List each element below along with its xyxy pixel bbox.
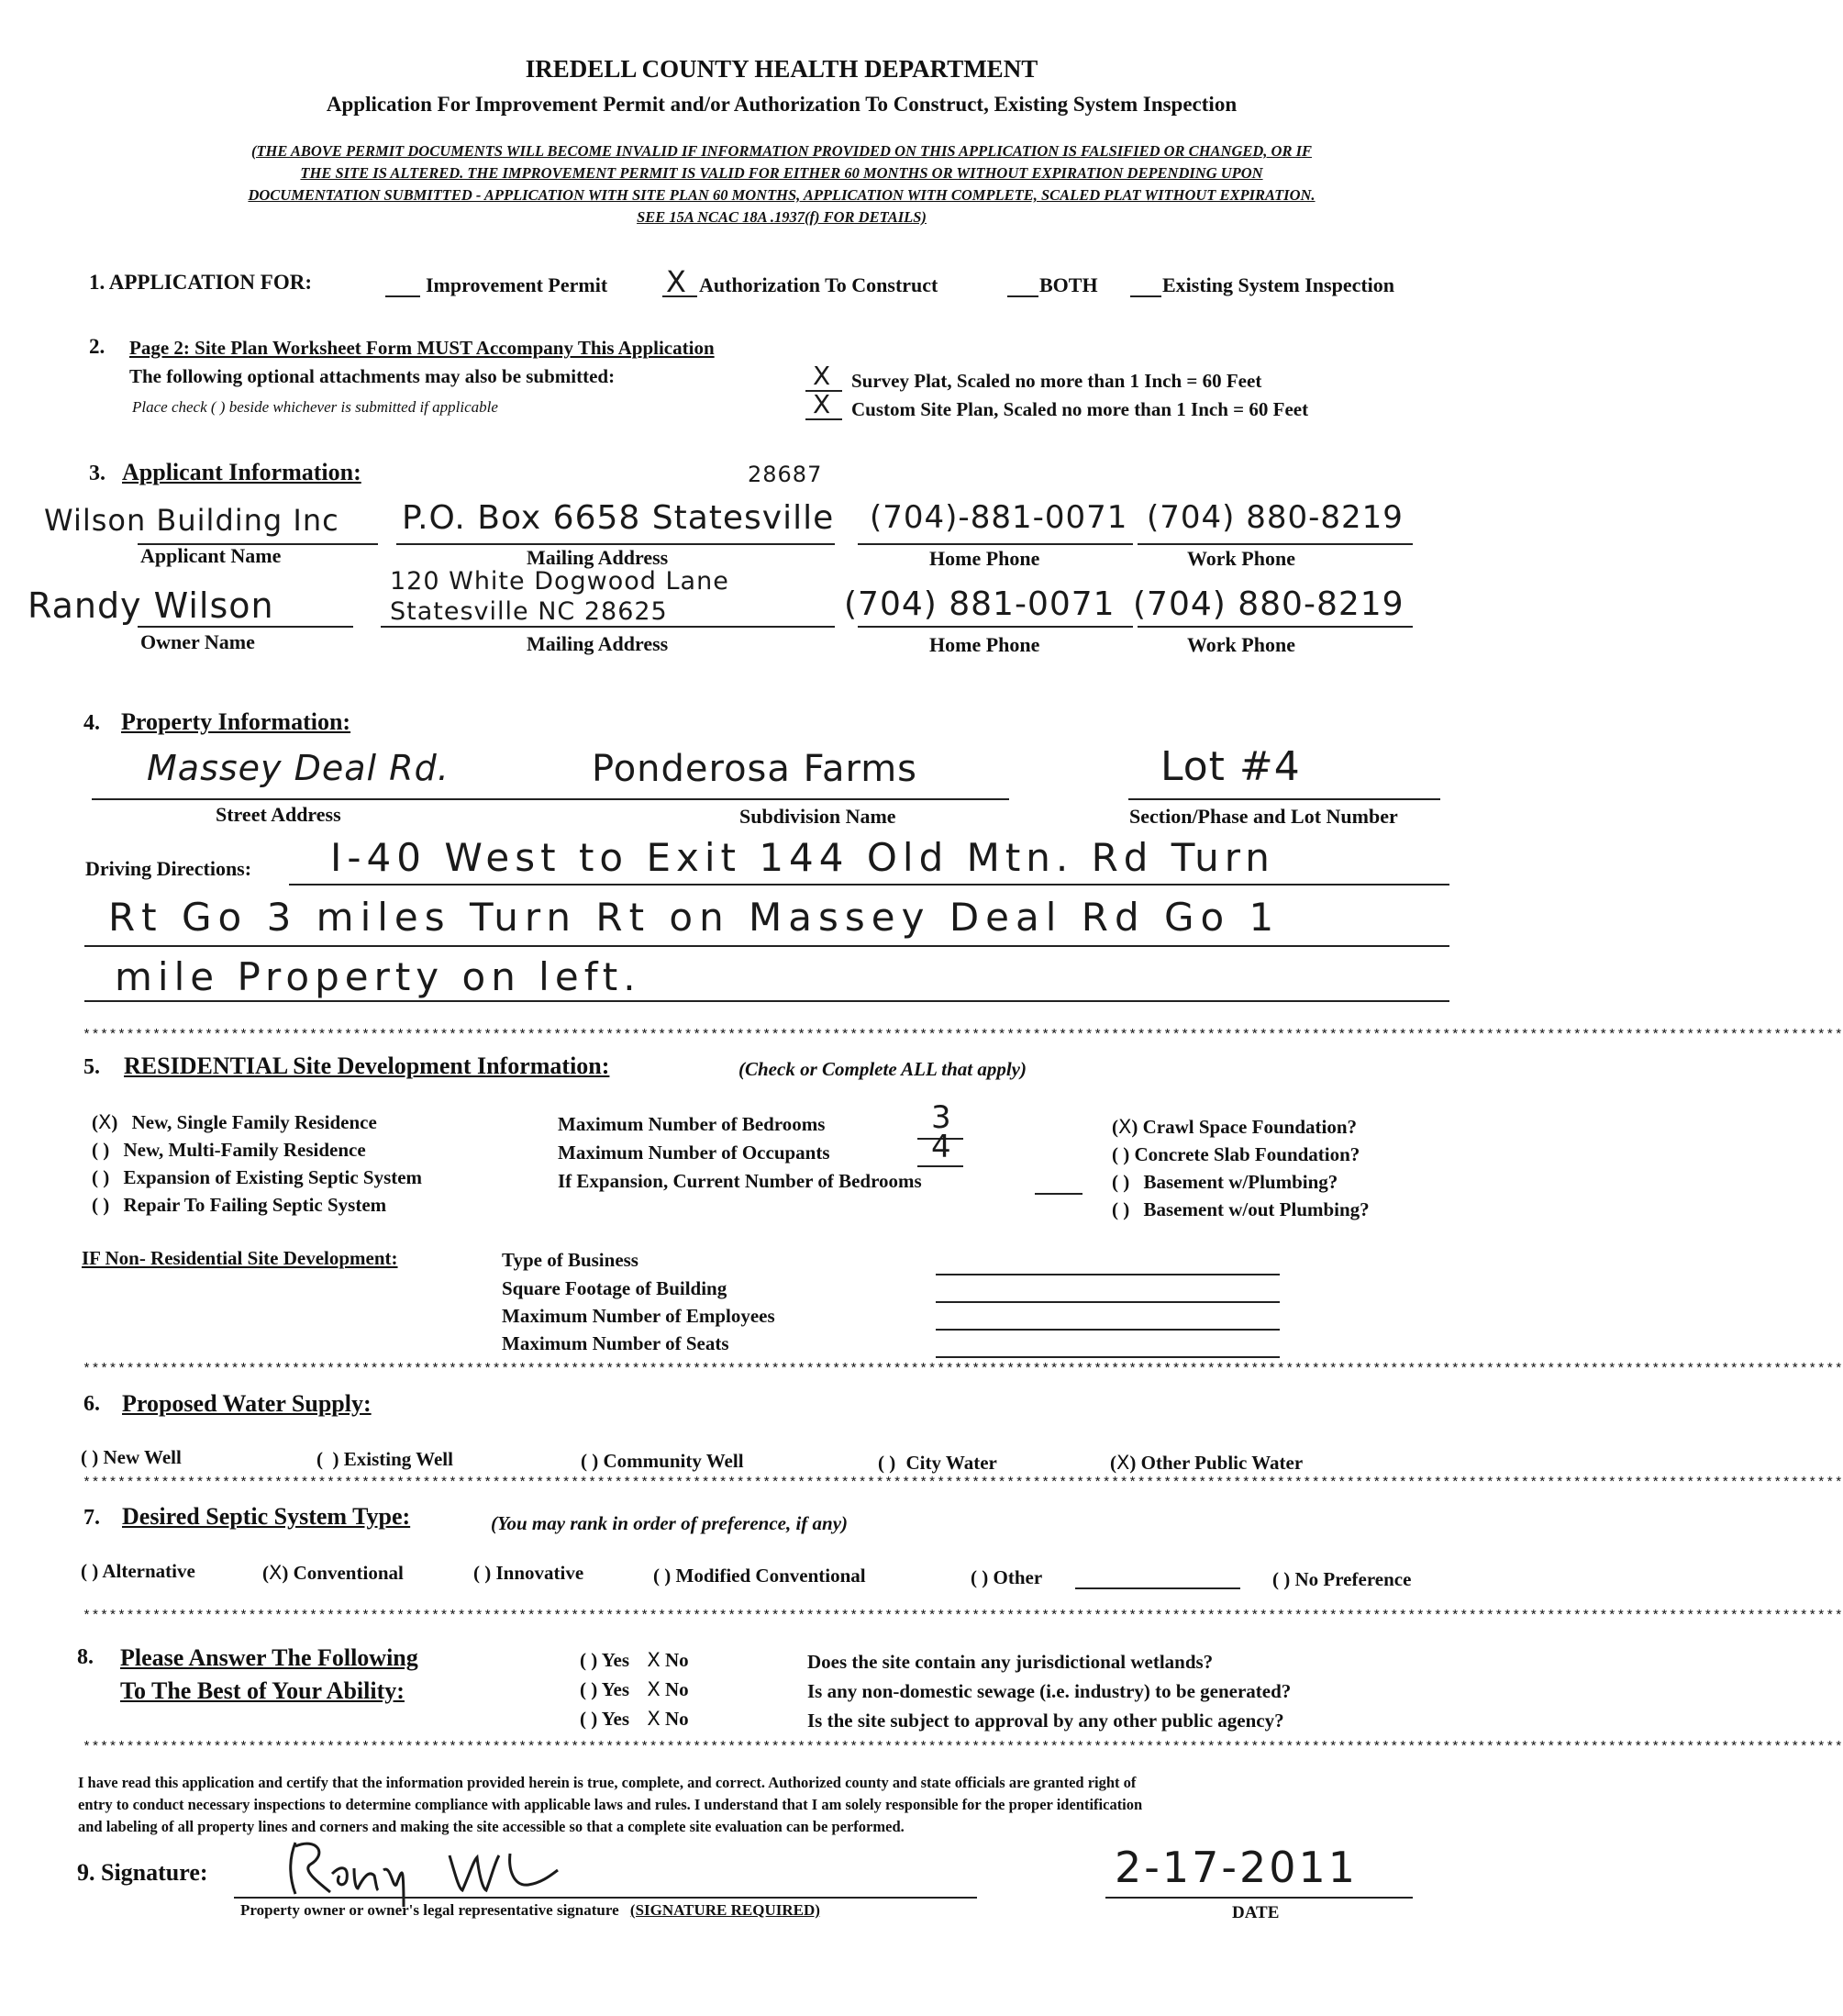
applicant-name-label: Applicant Name <box>140 544 282 567</box>
applicant-work-phone-value[interactable]: (704) 880-8219 <box>1147 499 1404 536</box>
expansion-bedrooms-label: If Expansion, Current Number of Bedrooms <box>558 1170 922 1192</box>
signature-line <box>234 1897 977 1899</box>
street-address-label: Street Address <box>216 803 341 826</box>
lot-number-value[interactable]: Lot #4 <box>1160 743 1301 790</box>
disclaimer-line-1: (THE ABOVE PERMIT DOCUMENTS WILL BECOME INVALID IF INFORMATION PROVIDED ON THIS APPLICATION IS FALSIFIED OR CHANGED, OR IF <box>250 142 1313 160</box>
owner-name-value[interactable]: Randy Wilson <box>28 585 274 626</box>
disclaimer-line-3: DOCUMENTATION SUBMITTED - APPLICATION WITH SITE PLAN 60 MONTHS, APPLICATION WITH COMPLETE, SCALED PLAT WITHOUT EXPIRATION. <box>248 186 1316 204</box>
modified-label: Modified Conventional <box>675 1565 866 1587</box>
section-6-number: 6. <box>83 1392 100 1416</box>
directions-line-3[interactable]: mile Property on left. <box>115 954 641 999</box>
authorization-option: Authorization To Construct <box>699 273 938 296</box>
alternative-checkmark <box>87 1560 92 1582</box>
water-other-public[interactable]: (X) Other Public Water <box>1110 1452 1304 1474</box>
applicant-mailing-label: Mailing Address <box>527 546 669 569</box>
signature-label: 9. Signature: <box>77 1859 208 1886</box>
signature-caption <box>240 1901 820 1920</box>
residence-option-multi[interactable]: ( ) New, Multi-Family Residence <box>92 1139 366 1161</box>
residential-heading: RESIDENTIAL Site Development Information: <box>124 1053 610 1079</box>
basement-plumbing-checkmark <box>1118 1171 1123 1193</box>
bedrooms-label: Maximum Number of Bedrooms <box>558 1113 826 1135</box>
water-supply-heading: Proposed Water Supply: <box>122 1390 372 1417</box>
site-plan-requirement: Page 2: Site Plan Worksheet Form MUST Accompany This Application <box>129 337 715 359</box>
property-info-heading: Property Information: <box>121 708 351 735</box>
applicant-zip: 28687 <box>748 462 823 487</box>
owner-work-label: Work Phone <box>1187 633 1295 656</box>
date-value[interactable]: 2-17-2011 <box>1115 1843 1359 1892</box>
survey-plat-checkmark: X <box>813 361 832 391</box>
section-5-number: 5. <box>83 1055 100 1079</box>
expansion-label: Expansion of Existing Septic System <box>123 1166 423 1188</box>
residence-option-expansion[interactable]: ( ) Expansion of Existing Septic System <box>92 1166 423 1188</box>
date-line <box>1105 1897 1413 1899</box>
q1-yes-checkmark <box>586 1649 591 1671</box>
subdivision-value[interactable]: Ponderosa Farms <box>592 748 918 790</box>
question-2-text: Is any non-domestic sewage (i.e. industry) to be generated? <box>807 1680 1292 1702</box>
separator-stars-5: ********************************************************************************************************************************************************************************************************** <box>83 1740 1843 1755</box>
q1-no-label: No <box>664 1649 689 1671</box>
septic-type-heading: Desired Septic System Type: <box>122 1503 411 1530</box>
disclaimer-line-2: THE SITE IS ALTERED. THE IMPROVEMENT PERMIT IS VALID FOR EITHER 60 MONTHS OR WITHOUT EXPIRATION DEPENDING UPON <box>300 164 1263 182</box>
signature-image[interactable] <box>275 1833 624 1907</box>
custom-site-plan-checkmark: X <box>813 389 832 419</box>
subdivision-line <box>532 798 1009 800</box>
owner-home-label: Home Phone <box>929 633 1040 656</box>
existing-inspection-option: Existing System Inspection <box>1162 273 1395 296</box>
authorization-checkmark: X <box>666 264 687 299</box>
section-8-number: 8. <box>77 1645 94 1669</box>
water-community-well[interactable]: ( ) Community Well <box>581 1450 744 1472</box>
directions-rule-1 <box>289 884 1449 885</box>
existing-inspection-blank[interactable] <box>1130 295 1161 297</box>
applicant-name-value[interactable]: Wilson Building Inc <box>44 503 339 538</box>
page-title: IREDELL COUNTY HEALTH DEPARTMENT <box>525 55 1038 83</box>
applicant-work-line <box>1138 543 1413 545</box>
survey-plat-option: Survey Plat, Scaled no more than 1 Inch = 60 Feet <box>851 370 1262 392</box>
crawl-space-checkmark: X <box>1118 1116 1132 1138</box>
foundation-slab[interactable]: ( ) Concrete Slab Foundation? <box>1112 1143 1360 1165</box>
owner-address-line-1[interactable]: 120 White Dogwood Lane <box>390 567 729 596</box>
basement-plumbing-label: Basement w/Plumbing? <box>1143 1171 1338 1193</box>
question-1-answers[interactable]: ( ) Yes X No <box>580 1649 689 1671</box>
both-option: BOTH <box>1039 273 1098 296</box>
q2-yes-label: Yes <box>601 1678 630 1700</box>
expansion-checkmark <box>98 1166 103 1188</box>
certification-line-2: entry to conduct necessary inspections to determine compliance with applicable laws and rules. I understand that I am solely responsible for the proper identification <box>78 1796 1143 1813</box>
application-for-label: 1. APPLICATION FOR: <box>89 271 312 294</box>
type-of-business-line[interactable] <box>936 1274 1280 1275</box>
septic-other-line[interactable] <box>1075 1587 1240 1589</box>
q1-no-checkmark: X <box>647 1649 661 1671</box>
section-3-number: 3. <box>89 462 105 485</box>
septic-other[interactable]: ( ) Other <box>971 1566 1043 1588</box>
no-preference-label: No Preference <box>1294 1568 1412 1590</box>
lot-number-label: Section/Phase and Lot Number <box>1129 805 1398 828</box>
applicant-address-line <box>396 543 835 545</box>
repair-label: Repair To Failing Septic System <box>123 1194 387 1216</box>
both-blank[interactable] <box>1007 295 1038 297</box>
questions-heading-1: Please Answer The Following <box>120 1644 418 1671</box>
q3-no-checkmark: X <box>647 1708 661 1730</box>
applicant-info-heading: Applicant Information: <box>122 459 361 485</box>
owner-home-line <box>858 626 1133 628</box>
section-7-number: 7. <box>83 1506 100 1530</box>
directions-line-1[interactable]: I-40 West to Exit 144 Old Mtn. Rd Turn <box>330 835 1275 880</box>
q3-no-label: No <box>664 1708 689 1730</box>
section-4-number: 4. <box>83 711 100 735</box>
seats-line[interactable] <box>936 1356 1280 1358</box>
q2-yes-checkmark <box>586 1678 591 1700</box>
multi-family-checkmark <box>98 1139 103 1161</box>
page-subtitle: Application For Improvement Permit and/or Authorization To Construct, Existing System Inspection <box>326 93 1238 116</box>
lot-number-line <box>1128 798 1440 800</box>
improvement-permit-option: Improvement Permit <box>426 273 608 296</box>
owner-name-line <box>138 626 353 628</box>
basement-no-plumbing-checkmark <box>1118 1198 1123 1220</box>
septic-no-preference[interactable]: ( ) No Preference <box>1272 1568 1412 1590</box>
occupants-line <box>917 1165 963 1167</box>
questions-heading-2: To The Best of Your Ability: <box>120 1677 405 1704</box>
occupants-label: Maximum Number of Occupants <box>558 1142 830 1164</box>
separator-stars-2: ********************************************************************************************************************************************************************************************************** <box>83 1362 1843 1377</box>
other-checkmark <box>977 1566 982 1588</box>
question-1-text: Does the site contain any jurisdictional wetlands? <box>807 1651 1214 1673</box>
q1-yes-label: Yes <box>601 1649 630 1671</box>
repair-checkmark <box>98 1194 103 1216</box>
certification-line-3: and labeling of all property lines and corners and making the site accessible so that a complete site evaluation can be performed. <box>78 1818 905 1835</box>
q3-yes-label: Yes <box>601 1708 630 1730</box>
occupants-value[interactable]: 4 <box>931 1129 952 1165</box>
owner-work-line <box>1138 626 1413 628</box>
subdivision-label: Subdivision Name <box>739 805 896 828</box>
existing-well-checkmark <box>328 1448 332 1470</box>
conventional-label: Conventional <box>293 1562 404 1584</box>
directions-line-2[interactable]: Rt Go 3 miles Turn Rt on Massey Deal Rd Go 1 <box>108 895 1281 940</box>
separator-stars-3: ********************************************************************************************************************************************************************************************************** <box>83 1476 1843 1491</box>
certification-line-1: I have read this application and certify that the information provided herein is true, complete, and correct. Authorized county and state officials are granted right of <box>78 1774 1137 1791</box>
improvement-permit-blank[interactable] <box>385 295 420 297</box>
single-family-checkmark: X <box>98 1111 112 1133</box>
innovative-checkmark <box>480 1562 484 1584</box>
modified-checkmark <box>660 1565 664 1587</box>
applicant-work-label: Work Phone <box>1187 547 1295 570</box>
non-residential-label: IF Non- Residential Site Development: <box>82 1247 398 1269</box>
signature-caption-text: Property owner or owner's legal representative signature <box>240 1901 619 1919</box>
foundation-basement-plumbing[interactable]: ( ) Basement w/Plumbing? <box>1112 1171 1338 1193</box>
single-family-label: New, Single Family Residence <box>131 1111 377 1133</box>
basement-no-plumbing-label: Basement w/out Plumbing? <box>1143 1198 1370 1220</box>
other-label: Other <box>993 1566 1043 1588</box>
disclaimer-line-4: SEE 15A NCAC 18A .1937(f) FOR DETAILS) <box>637 208 927 226</box>
owner-address-line-2[interactable]: Statesville NC 28625 <box>390 597 668 626</box>
optional-attachments-text: The following optional attachments may also be submitted: <box>129 365 616 387</box>
slab-label: Concrete Slab Foundation? <box>1134 1143 1360 1165</box>
city-water-checkmark <box>884 1452 889 1474</box>
community-well-label: Community Well <box>603 1450 744 1472</box>
square-footage-label: Square Footage of Building <box>502 1277 727 1299</box>
residence-option-repair[interactable]: ( ) Repair To Failing Septic System <box>92 1194 387 1216</box>
expansion-bedrooms-line[interactable] <box>1035 1193 1082 1195</box>
q2-no-label: No <box>664 1678 689 1700</box>
q2-no-checkmark: X <box>647 1678 661 1700</box>
septic-innovative[interactable]: ( ) Innovative <box>473 1562 584 1584</box>
alternative-label: Alternative <box>102 1560 195 1582</box>
community-well-checkmark <box>587 1450 592 1472</box>
driving-directions-label: Driving Directions: <box>85 857 252 880</box>
custom-site-plan-option: Custom Site Plan, Scaled no more than 1 Inch = 60 Feet <box>851 398 1309 420</box>
directions-rule-3 <box>84 1000 1449 1002</box>
applicant-home-label: Home Phone <box>929 547 1040 570</box>
no-preference-checkmark <box>1279 1568 1283 1590</box>
multi-family-label: New, Multi-Family Residence <box>123 1139 366 1161</box>
owner-name-label: Owner Name <box>140 630 255 653</box>
septic-type-note: (You may rank in order of preference, if any) <box>491 1512 849 1534</box>
other-public-water-label: Other Public Water <box>1140 1452 1304 1474</box>
owner-home-phone-value[interactable]: (704) 881-0071 <box>844 585 1116 623</box>
foundation-crawl[interactable]: (X) Crawl Space Foundation? <box>1112 1116 1357 1138</box>
owner-address-line <box>381 626 835 628</box>
owner-work-phone-value[interactable]: (704) 880-8219 <box>1133 585 1404 623</box>
applicant-home-line <box>858 543 1133 545</box>
residential-note: (Check or Complete ALL that apply) <box>738 1058 1027 1080</box>
date-label: DATE <box>1232 1903 1280 1922</box>
conventional-checkmark: X <box>269 1562 283 1584</box>
applicant-address-value[interactable]: P.O. Box 6658 Statesville <box>402 499 835 537</box>
separator-stars-1: ********************************************************************************************************************************************************************************************************** <box>83 1028 1843 1043</box>
seats-label: Maximum Number of Seats <box>502 1332 729 1354</box>
innovative-label: Innovative <box>495 1562 584 1584</box>
slab-checkmark <box>1118 1143 1123 1165</box>
applicant-home-phone-value[interactable]: (704)-881-0071 <box>870 499 1128 536</box>
new-well-label: New Well <box>103 1446 182 1468</box>
new-well-checkmark <box>87 1446 92 1468</box>
residence-option-single[interactable]: (X) New, Single Family Residence <box>92 1111 377 1133</box>
square-footage-line[interactable] <box>936 1301 1280 1303</box>
septic-modified[interactable]: ( ) Modified Conventional <box>653 1565 866 1587</box>
other-public-water-checkmark: X <box>1116 1452 1130 1474</box>
directions-rule-2 <box>84 945 1449 947</box>
crawl-space-label: Crawl Space Foundation? <box>1142 1116 1357 1138</box>
existing-well-label: Existing Well <box>343 1448 453 1470</box>
q3-yes-checkmark <box>586 1708 591 1730</box>
city-water-label: City Water <box>905 1452 997 1474</box>
place-check-note: Place check ( ) beside whichever is submitted if applicable <box>132 398 498 416</box>
separator-stars-4: ********************************************************************************************************************************************************************************************************** <box>83 1609 1843 1624</box>
employees-line[interactable] <box>936 1329 1280 1331</box>
question-3-text: Is the site subject to approval by any other public agency? <box>807 1710 1284 1732</box>
section-2-number: 2. <box>89 335 105 358</box>
street-address-line <box>92 798 532 800</box>
signature-required-text: (SIGNATURE REQUIRED) <box>629 1901 820 1919</box>
foundation-basement-no-plumbing[interactable]: ( ) Basement w/out Plumbing? <box>1112 1198 1370 1220</box>
water-new-well[interactable]: ( ) New Well <box>81 1446 182 1468</box>
septic-conventional[interactable]: (X) Conventional <box>262 1562 404 1584</box>
question-2-answers[interactable]: ( ) Yes X No <box>580 1678 689 1700</box>
question-3-answers[interactable]: ( ) Yes X No <box>580 1708 689 1730</box>
septic-alternative[interactable]: ( ) Alternative <box>81 1560 195 1582</box>
type-of-business-label: Type of Business <box>502 1249 638 1271</box>
employees-label: Maximum Number of Employees <box>502 1305 775 1327</box>
bedrooms-value[interactable]: 3 <box>931 1099 952 1136</box>
water-city[interactable]: ( ) City Water <box>878 1452 997 1474</box>
street-address-value[interactable]: Massey Deal Rd. <box>147 748 450 788</box>
owner-mailing-label: Mailing Address <box>527 632 669 655</box>
water-existing-well[interactable]: ( ) Existing Well <box>316 1448 453 1470</box>
